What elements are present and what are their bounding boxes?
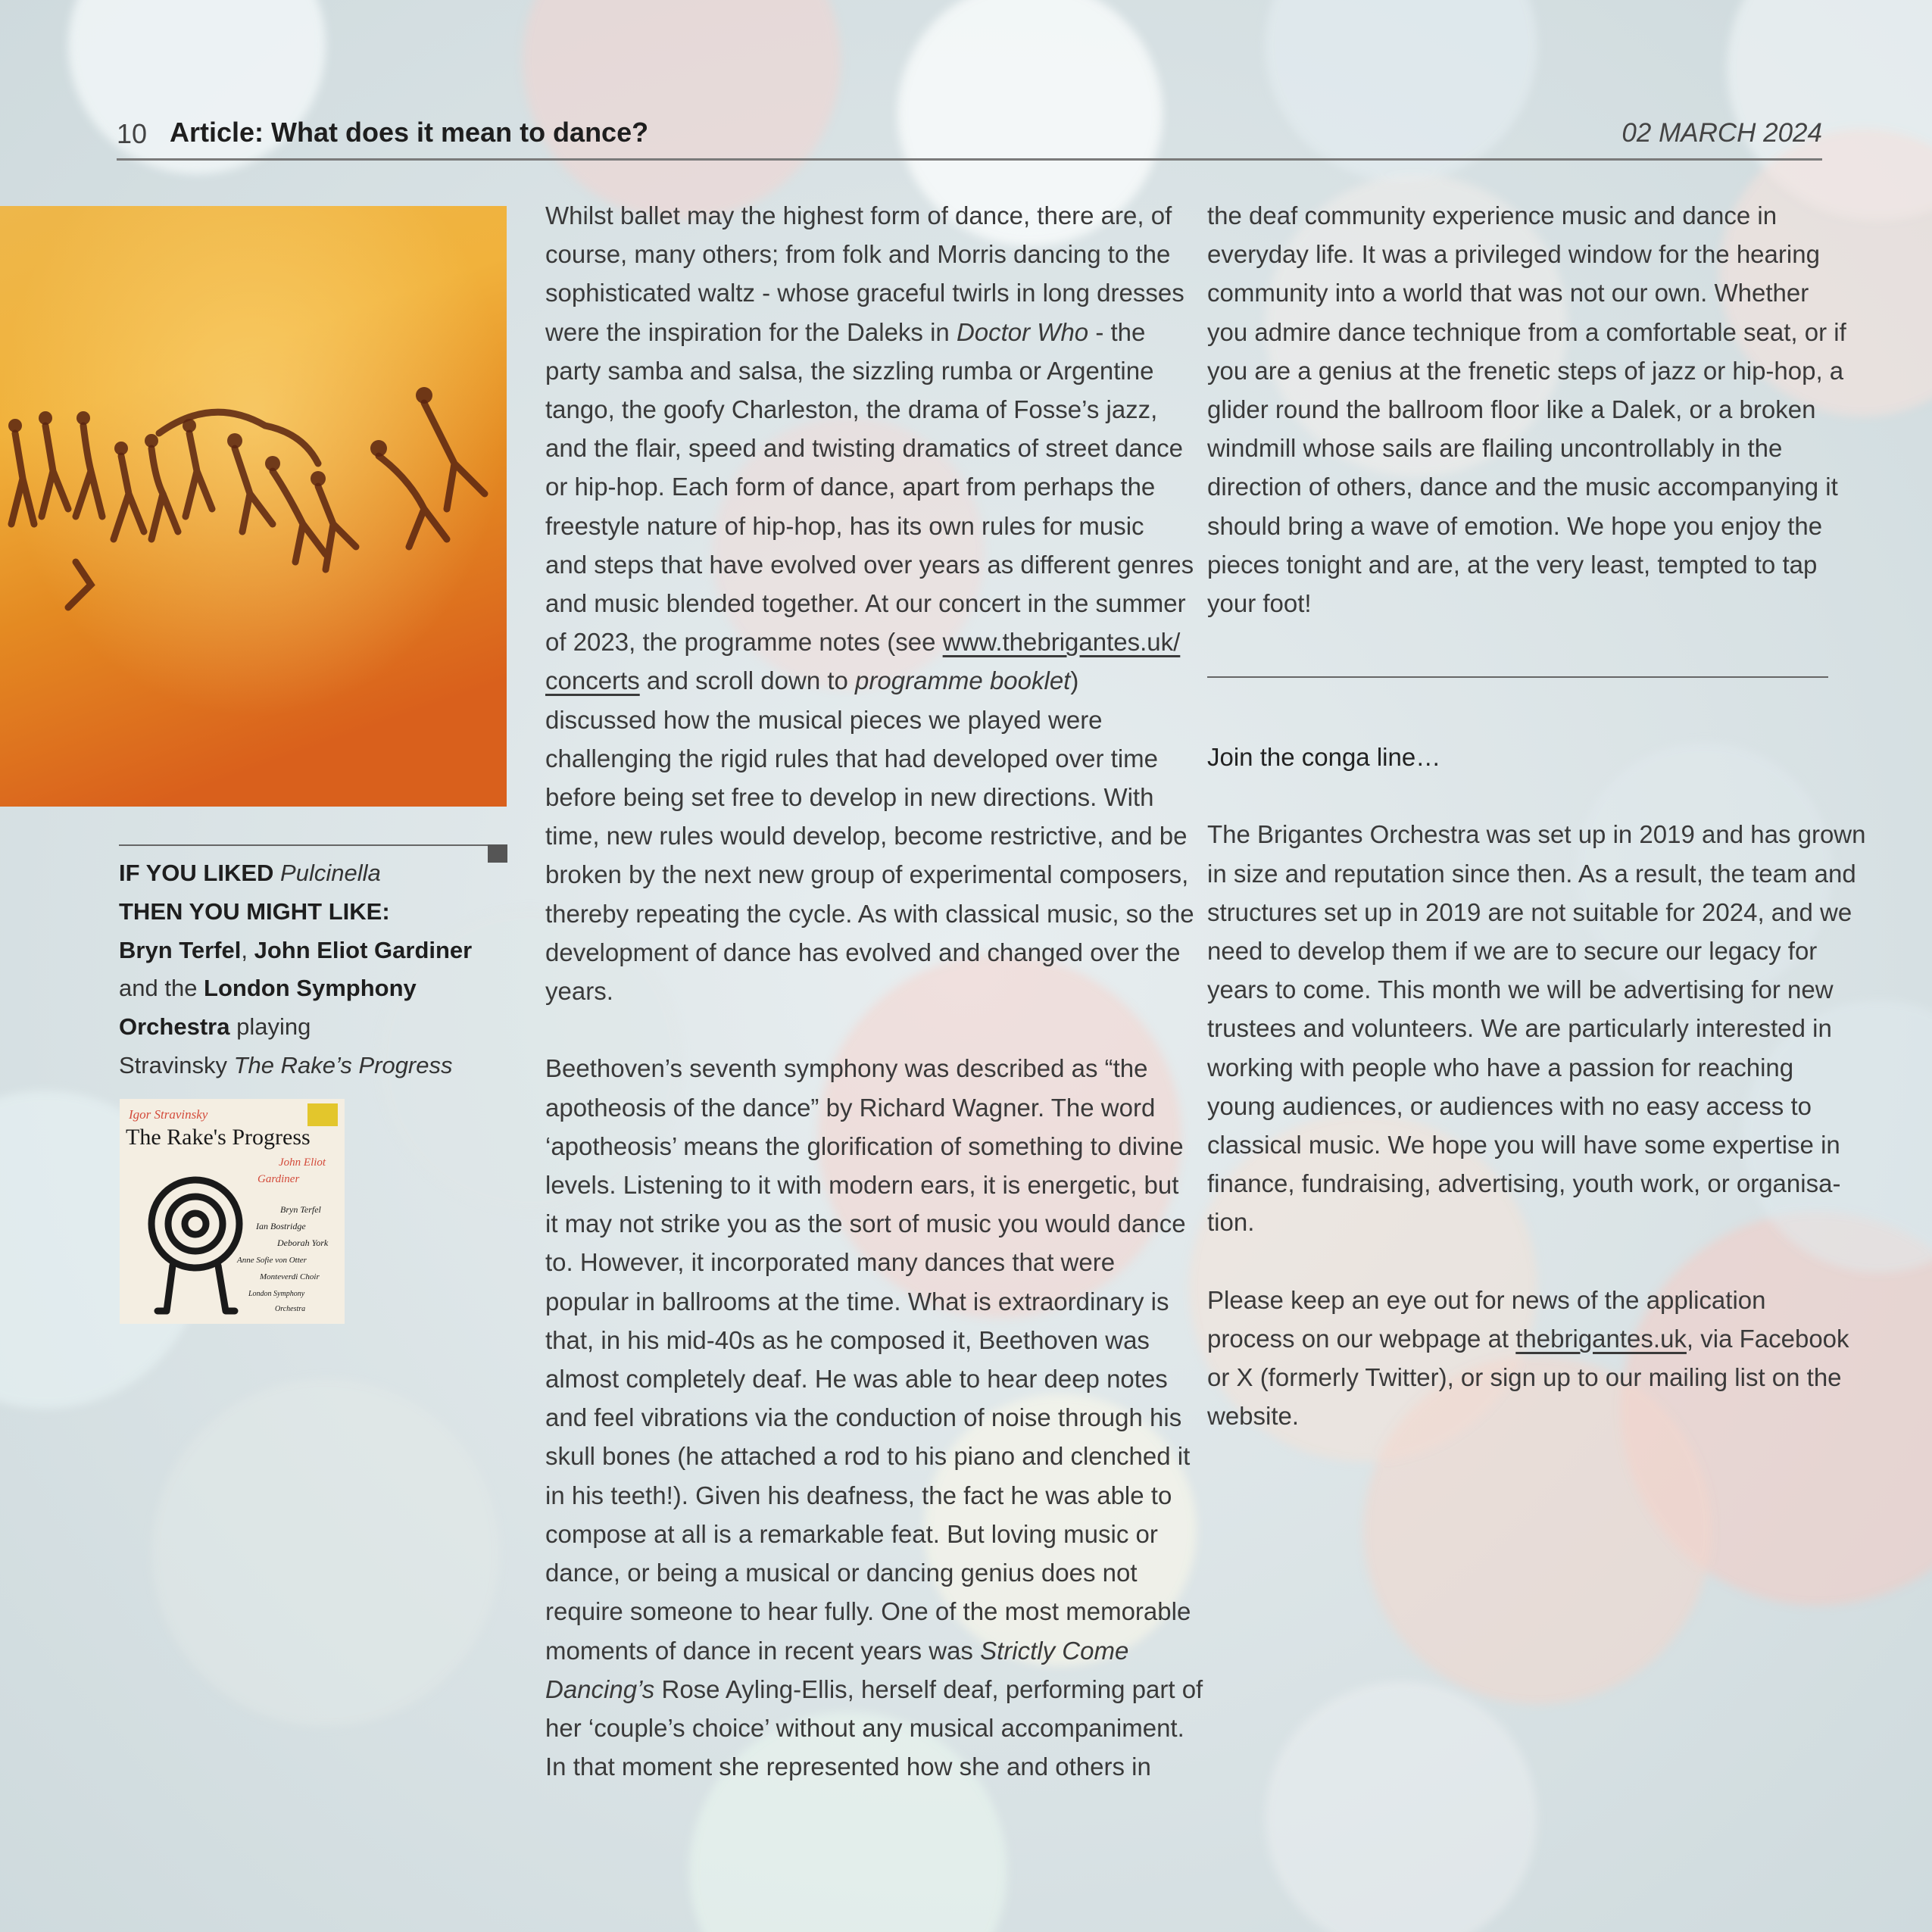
c1-line xyxy=(545,623,1203,661)
c1-line: and the flair, speed and twisting dramatics of street dance xyxy=(545,434,1183,463)
concerts-link[interactable]: www.thebrigantes.uk/ xyxy=(942,628,1181,657)
rec-artist-2: John Eliot Gardiner xyxy=(254,936,473,963)
rec-liked-work: Pulcinella xyxy=(280,860,381,886)
page-number: 10 xyxy=(117,118,148,149)
c1-line: to. However, it incorporated many dances that were xyxy=(545,1248,1116,1277)
c3-text: process on our webpage at xyxy=(1207,1325,1516,1353)
rec-and-the: and the xyxy=(119,975,204,1002)
section-subheading: Join the conga line… xyxy=(1207,743,1441,771)
c1-line: years. xyxy=(545,977,613,1006)
c1-line: and feel vibrations via the conduction of noise through his xyxy=(545,1403,1182,1432)
conga-line-section xyxy=(1207,738,1866,1436)
album-composer: Igor Stravinsky xyxy=(129,1107,208,1122)
c3-line: tion. xyxy=(1207,1208,1255,1237)
c1-line: course, many others; from folk and Morris dancing to the xyxy=(545,240,1171,269)
c1-text: ) xyxy=(1070,666,1079,695)
c1-line: sophisticated waltz - whose graceful twirls in long dresses xyxy=(545,279,1184,307)
c3-line: need to develop them if we are to secure our legacy for xyxy=(1207,937,1818,965)
rec-orchestra-2: Orchestra xyxy=(119,1013,230,1041)
album-performer-3: Deborah York xyxy=(277,1238,329,1248)
header-rule xyxy=(117,158,1822,161)
c2-line: should bring a wave of emotion. We hope you enjoy the xyxy=(1207,511,1823,540)
c3-line: website. xyxy=(1207,1402,1300,1431)
c3-line: years to come. This month we will be advertising for new xyxy=(1207,975,1834,1004)
c1-line: dance, or being a musical or dancing genius does not xyxy=(545,1559,1138,1587)
section-divider xyxy=(1207,676,1828,678)
album-performer-7: Orchestra xyxy=(275,1305,306,1313)
c1-line: In that moment she represented how she and others in xyxy=(545,1753,1151,1781)
c1-line xyxy=(545,313,1203,351)
album-conductor-1: John Eliot xyxy=(279,1156,326,1169)
c1-text: were the inspiration for the Daleks in xyxy=(545,317,957,346)
c1-line: compose at all is a remarkable feat. But loving music or xyxy=(545,1519,1158,1548)
c3-line: The Brigantes Orchestra was set up in 2019 and has grown xyxy=(1207,820,1866,849)
c1-line: popular in ballrooms at the time. What is extraordinary is xyxy=(545,1287,1169,1316)
c2-line: windmill whose sails are flailing uncontrollably in the xyxy=(1207,434,1783,463)
c1-line: and steps that have evolved over years as different genres xyxy=(545,550,1194,579)
c2-line: the deaf community experience music and dance in xyxy=(1207,201,1778,229)
rec-intro: IF YOU LIKED xyxy=(119,860,274,886)
brigantes-link[interactable]: thebrigantes.uk xyxy=(1515,1325,1687,1353)
rec-orchestra-1: London Symphony xyxy=(204,975,417,1002)
c1-line: ‘apotheosis’ means the glorification of something to divine xyxy=(545,1131,1184,1160)
c1-line xyxy=(545,1670,1203,1709)
c1-line: Beethoven’s seventh symphony was described as “the xyxy=(545,1054,1148,1083)
c1-text: of 2023, the programme notes (see xyxy=(545,628,943,657)
c1-line: or hip-hop. Each form of dance, apart from perhaps the xyxy=(545,473,1156,501)
c1-line: and music blended together. At our concert in the summer xyxy=(545,589,1186,618)
recommendation-box xyxy=(119,854,513,1085)
article-column-2 xyxy=(1207,196,1846,623)
concerts-link-cont[interactable]: concerts xyxy=(545,666,640,695)
c1-strictly: Strictly Come xyxy=(980,1636,1129,1665)
c3-line: young audiences, or audiences with no easy access to xyxy=(1207,1091,1812,1120)
rec-then: THEN YOU MIGHT LIKE: xyxy=(119,897,390,925)
c1-line: it may not strike you as the sort of music you would dance xyxy=(545,1209,1186,1238)
c1-line: party samba and salsa, the sizzling rumba or Argentine xyxy=(545,356,1154,385)
c1-line xyxy=(545,1631,1203,1670)
album-title: The Rake's Progress xyxy=(126,1125,311,1150)
c1-line: almost completely deaf. He was able to hear deep notes xyxy=(545,1365,1168,1394)
rec-playing: playing xyxy=(229,1013,311,1041)
c2-line: direction of others, dance and the music accompanying it xyxy=(1207,473,1838,501)
c3-line: Please keep an eye out for news of the application xyxy=(1207,1285,1766,1314)
album-performer-1: Bryn Terfel xyxy=(280,1204,321,1215)
c1-line: tango, the goofy Charleston, the drama of Fosse’s jazz, xyxy=(545,395,1158,424)
album-performer-6: London Symphony xyxy=(248,1290,305,1298)
c1-dancings: Dancing’s xyxy=(545,1675,655,1703)
album-cover-image xyxy=(120,1099,345,1324)
c1-line: Whilst ballet may the highest form of dance, there are, of xyxy=(545,201,1172,229)
c3-line: classical music. We hope you will have some expertise in xyxy=(1207,1131,1840,1160)
c3-line xyxy=(1207,1319,1866,1358)
page-header xyxy=(117,114,1822,159)
c1-text: Rose Ayling-Ellis, herself deaf, performing part of xyxy=(654,1675,1203,1703)
c2-line: your foot! xyxy=(1207,589,1312,618)
rec-work: The Rake’s Progress xyxy=(233,1051,453,1078)
issue-date: 02 MARCH 2024 xyxy=(1621,118,1822,148)
c1-line: before being set free to develop in new directions. With xyxy=(545,783,1154,812)
paragraph-gap xyxy=(545,1010,1203,1049)
article-title: Article: What does it mean to dance? xyxy=(170,117,649,148)
c1-line: levels. Listening to it with modern ears, it is energetic, but xyxy=(545,1171,1179,1200)
c3-line: structures set up in 2019 are not suitable for 2024, and we xyxy=(1207,897,1852,926)
c1-line: that, in his mid-40s as he composed it, Beethoven was xyxy=(545,1325,1150,1354)
c1-doctor-who: Doctor Who xyxy=(956,317,1089,346)
c1-line: apotheosis of the dance” by Richard Wagner. The word xyxy=(545,1093,1156,1122)
c2-line: community into a world that was not our own. Whether xyxy=(1207,279,1809,307)
paragraph-gap xyxy=(1207,1242,1866,1281)
c3-line: finance, fundraising, advertising, youth work, or organisa- xyxy=(1207,1169,1841,1198)
c1-text: - the xyxy=(1088,317,1146,346)
c1-line: freestyle nature of hip-hop, has its own rules for music xyxy=(545,511,1144,540)
c2-line: everyday life. It was a privileged window for the hearing xyxy=(1207,240,1820,269)
c1-text: and scroll down to xyxy=(639,666,856,695)
c2-line: you admire dance technique from a comfortable seat, or if xyxy=(1207,317,1846,346)
c1-line: discussed how the musical pieces we played were xyxy=(545,705,1103,734)
c1-line: development of dance has evolved and changed over the xyxy=(545,938,1181,966)
c3-text: , via Facebook xyxy=(1686,1325,1849,1353)
cave-painting-image xyxy=(0,206,507,807)
album-performer-2: Ian Bostridge xyxy=(256,1221,306,1231)
article-column-1 xyxy=(545,196,1203,1786)
c3-line: trustees and volunteers. We are particularly interested in xyxy=(1207,1014,1832,1043)
rec-separator: , xyxy=(241,936,254,963)
c1-line: time, new rules would develop, become restrictive, and be xyxy=(545,822,1188,851)
c1-programme-booklet: programme booklet xyxy=(855,666,1071,695)
sidebar-rule xyxy=(119,844,488,846)
album-performer-5: Monteverdi Choir xyxy=(260,1272,320,1281)
c3-line: or X (formerly Twitter), or sign up to our mailing list on the xyxy=(1207,1363,1842,1392)
c3-line: working with people who have a passion for reaching xyxy=(1207,1053,1794,1081)
c3-line: in size and reputation since then. As a result, the team and xyxy=(1207,859,1856,888)
c2-line: pieces tonight and are, at the very least, tempted to tap xyxy=(1207,550,1818,579)
album-performer-4: Anne Sofie von Otter xyxy=(237,1256,307,1265)
c1-line: challenging the rigid rules that had developed over time xyxy=(545,744,1159,772)
c1-line: her ‘couple’s choice’ without any musical accompaniment. xyxy=(545,1713,1184,1742)
c2-line: glider round the ballroom floor like a Dalek, or a broken xyxy=(1207,395,1816,424)
c1-line: require someone to hear fully. One of the most memorable xyxy=(545,1597,1191,1626)
c1-line xyxy=(545,661,1203,700)
c1-line: skull bones (he attached a rod to his piano and clenched it xyxy=(545,1442,1191,1471)
album-conductor-2: Gardiner xyxy=(257,1173,300,1185)
c1-text: moments of dance in recent years was xyxy=(545,1636,981,1665)
rec-artist-1: Bryn Terfel xyxy=(119,936,242,963)
c1-line: broken by the next new group of experimental composers, xyxy=(545,860,1189,889)
c1-line: in his teeth!). Given his deafness, the fact he was able to xyxy=(545,1481,1172,1509)
c1-line: thereby repeating the cycle. As with classical music, so the xyxy=(545,899,1194,928)
rec-composer: Stravinsky xyxy=(119,1051,234,1078)
c2-line: you are a genius at the frenetic steps of jazz or hip-hop, a xyxy=(1207,356,1844,385)
paragraph-gap xyxy=(1207,776,1866,815)
